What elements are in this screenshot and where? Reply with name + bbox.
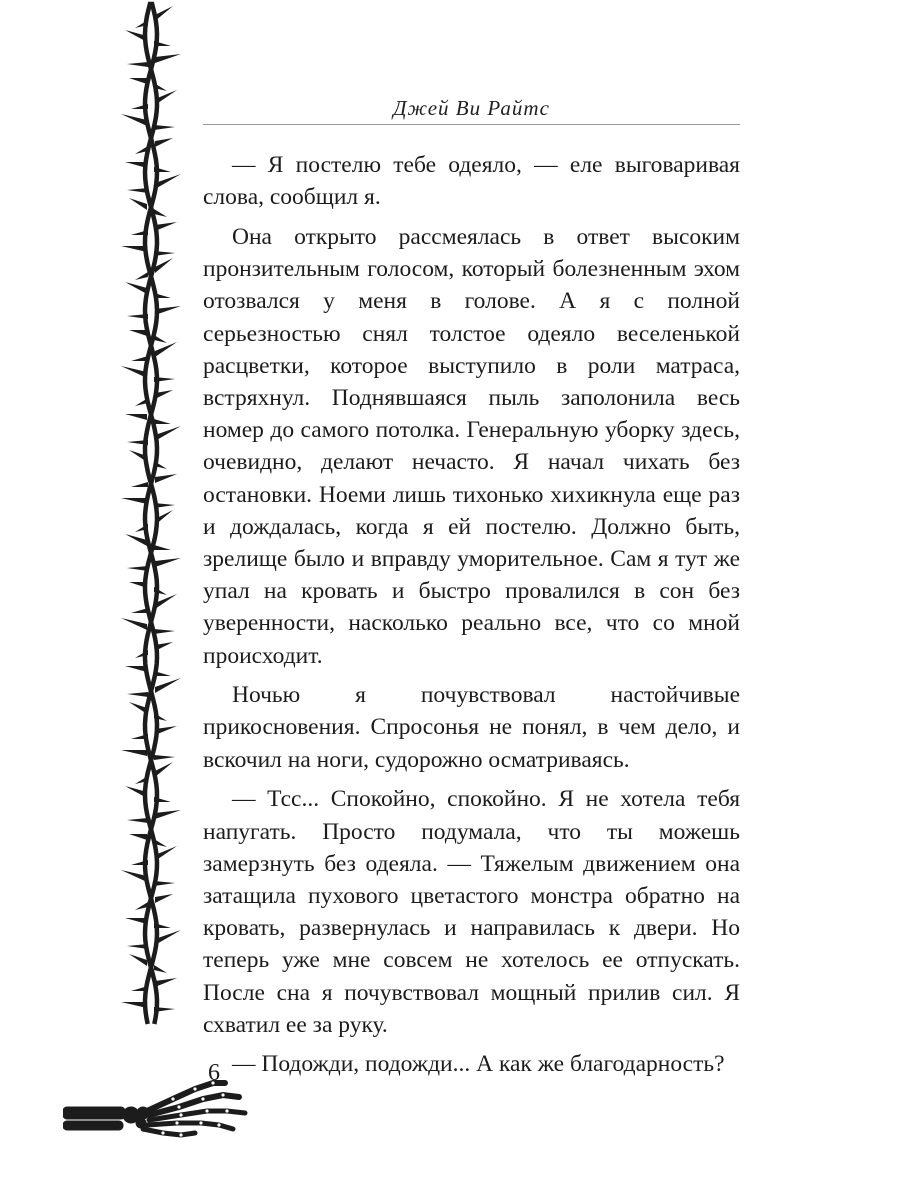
skeleton-hand-icon xyxy=(63,1063,253,1139)
paragraph: Она открыто рассмеялась в ответ высоким пронзительным голосом, который болезненным эхом отозвался у меня в голове. А я с полной серьезностью снял толстое одеяло веселенькой расцветки, которое выступило в роли матраса, встряхнул. Поднявшаяся пыль заполонила весь номер до самого потолка. Генеральную уборку здесь, очевидно, делают нечасто. Я начал чихать без остановки. Ноеми лишь тихонько хихикнула еще раз и дождалась, когда я ей постелю. Должно быть, зрелище было и вправду уморительное. Сам я тут же упал на кровать и быстро провалился в сон без уверенности, насколько реально все, что со мной происходит. xyxy=(203,223,740,669)
paragraph: — Подожди, подожди... А как же благодарность? xyxy=(232,1051,725,1078)
body-text xyxy=(203,149,740,1088)
running-head: Джей Ви Райтс xyxy=(393,96,550,120)
thorny-vine-icon xyxy=(118,0,184,1030)
paragraph: — Я постелю тебе одеяло, — еле выговаривая слова, сообщил я. xyxy=(203,152,740,211)
paragraph: Ночью я почувствовал настойчивые прикосновения. Спросонья не понял, в чем дело, и вскочил на ноги, судорожно осматриваясь. xyxy=(203,682,740,773)
page-number: 6 xyxy=(208,1060,220,1086)
paragraph: — Тсс... Спокойно, спокойно. Я не хотела тебя напугать. Просто подумала, что ты можешь замерзнуть без одеяла. — Тяжелым движением она затащила пухового цветастого монстра обратно на кровать, развернулась и направилась к двери. Но теперь уже мне совсем не хотелось ее отпускать. После сна я почувствовал мощный прилив сил. Я схватил ее за руку. xyxy=(203,786,740,1038)
header-divider xyxy=(203,124,740,125)
